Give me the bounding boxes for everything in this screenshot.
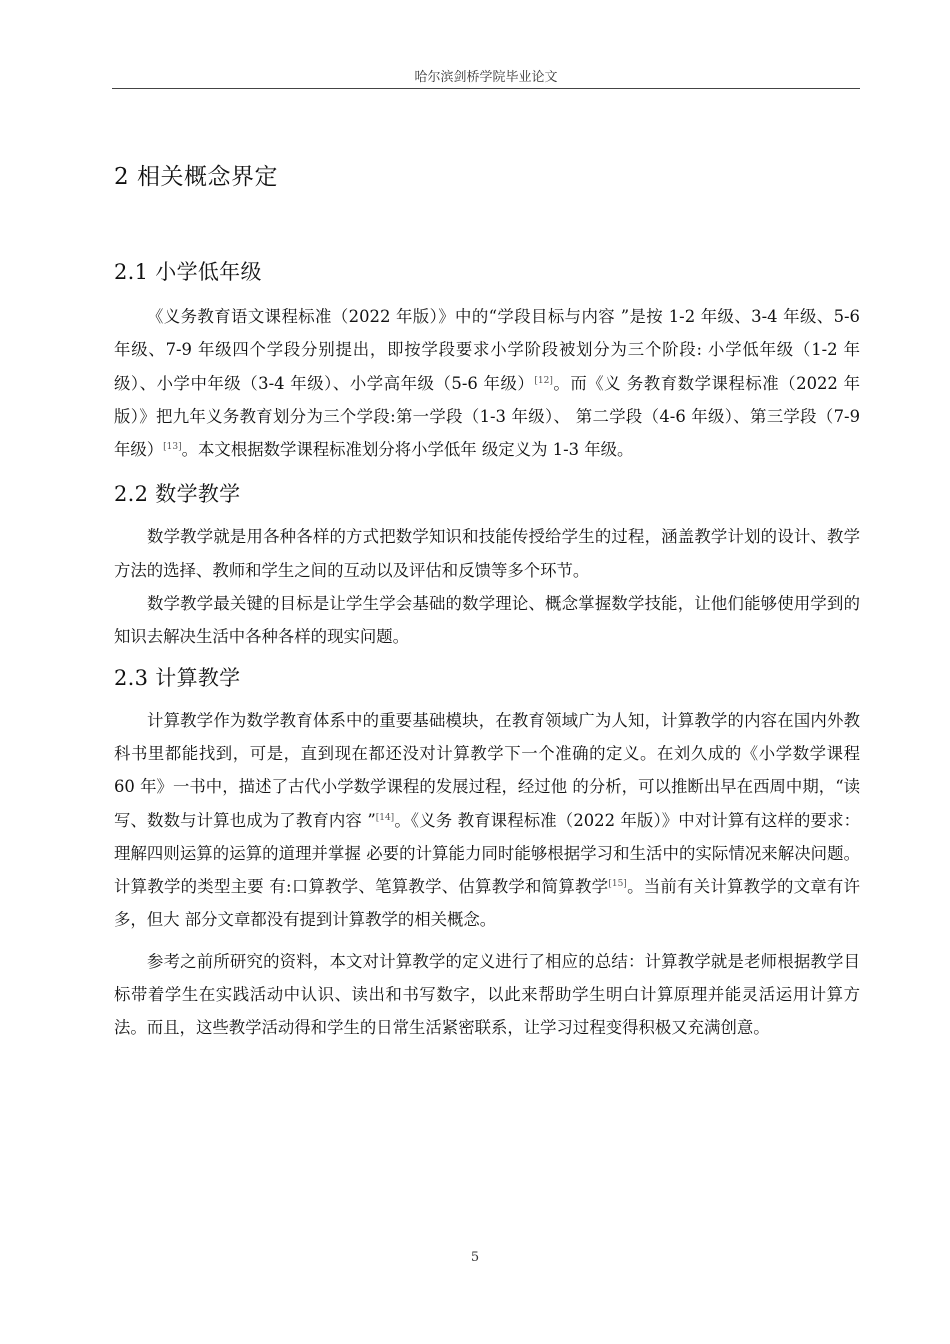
- paragraph-text: 《义务教育语文课程标准（2022 年版）》中的“学段目标与内容 ”是按 1-2 年级、3-4 年级、5-6 年级、7-9 年级四个学段分别提出，即按学段要求小学阶段被划分为三个阶段: 小学低年级（1-2 年级）、小学中年级（3-4 年级）、小学高年级（5-6 年级）: [114, 307, 860, 393]
- section-2-3-heading: 2.3 计算教学: [114, 665, 241, 690]
- paragraph-text: 。而《义 务教育数学课程标准（2022 年版）》把九年义务教育划分为三个学段:第一学段（1-3 年级）、 第二学段（4-6 年级）、第三学段（7-9 年级）: [114, 373, 861, 460]
- header-rule: [112, 88, 860, 89]
- section-2-2-heading: 2.2 数学教学: [114, 482, 241, 507]
- citation-12: [12]: [534, 375, 553, 386]
- section-2-2-paragraph-1: 数学教学就是用各种各样的方式把数学知识和技能传授给学生的过程，涵盖教学计划的设计、教学方法的选择、教师和学生之间的互动以及评估和反馈等多个环节。: [114, 527, 860, 580]
- page-number: 5: [470, 1250, 480, 1265]
- paragraph-text: 。本文根据数学课程标准划分将小学低年 级定义为 1-3 年级。: [181, 440, 634, 460]
- paragraph-text: 。《义务 教育课程标准（2022 年版）》中对计算有这样的要求：理解四则运算的运算的道理并掌握 必要的计算能力同时能够根据学习和生活中的实际情况来解决问题。计算教学的类型主要 有:口算教学、笔算教学、估算教学和简算教学: [114, 810, 861, 897]
- section-2-1-paragraph: [114, 300, 860, 466]
- running-header: 哈尔滨剑桥学院毕业论文: [414, 70, 558, 85]
- paragraph-text: 。当前有关计算教学的文章有许多，但大 部分文章都没有提到计算教学的相关概念。: [114, 877, 861, 930]
- citation-14: [14]: [375, 812, 395, 823]
- citation-13: [13]: [163, 442, 182, 453]
- section-2-3-paragraph-2: 参考之前所研究的资料，本文对计算教学的定义进行了相应的总结：计算教学就是老师根据教学目标带着学生在实践活动中认识、读出和书写数字，以此来帮助学生明白计算原理并能灵活运用计算方法。而且，这些教学活动得和学生的日常生活紧密联系，让学习过程变得积极又充满创意。: [114, 951, 860, 1038]
- paragraph-text: 计算教学作为数学教育体系中的重要基础模块，在教育领域广为人知，计算教学的内容在国内外教科书里都能找到，可是，直到现在都还没对计算教学下一个准确的定义。在刘久成的《小学数学课程 60 年》一书中，描述了古代小学数学课程的发展过程，经过他 的分析，可以推断出早在西周中期，“读写、数数与计算也成为了教育内容 ”: [114, 710, 860, 830]
- chapter-title: 2 相关概念界定: [114, 164, 278, 190]
- section-2-1-heading: 2.1 小学低年级: [114, 260, 262, 284]
- citation-15: [15]: [608, 879, 627, 890]
- section-2-3-paragraph-1: [114, 704, 860, 937]
- page-body: [114, 158, 860, 1045]
- section-2-2-paragraph-2: 数学教学最关键的目标是让学生学会基础的数学理论、概念掌握数学技能，让他们能够使用学到的知识去解决生活中各种各样的现实问题。: [114, 594, 860, 647]
